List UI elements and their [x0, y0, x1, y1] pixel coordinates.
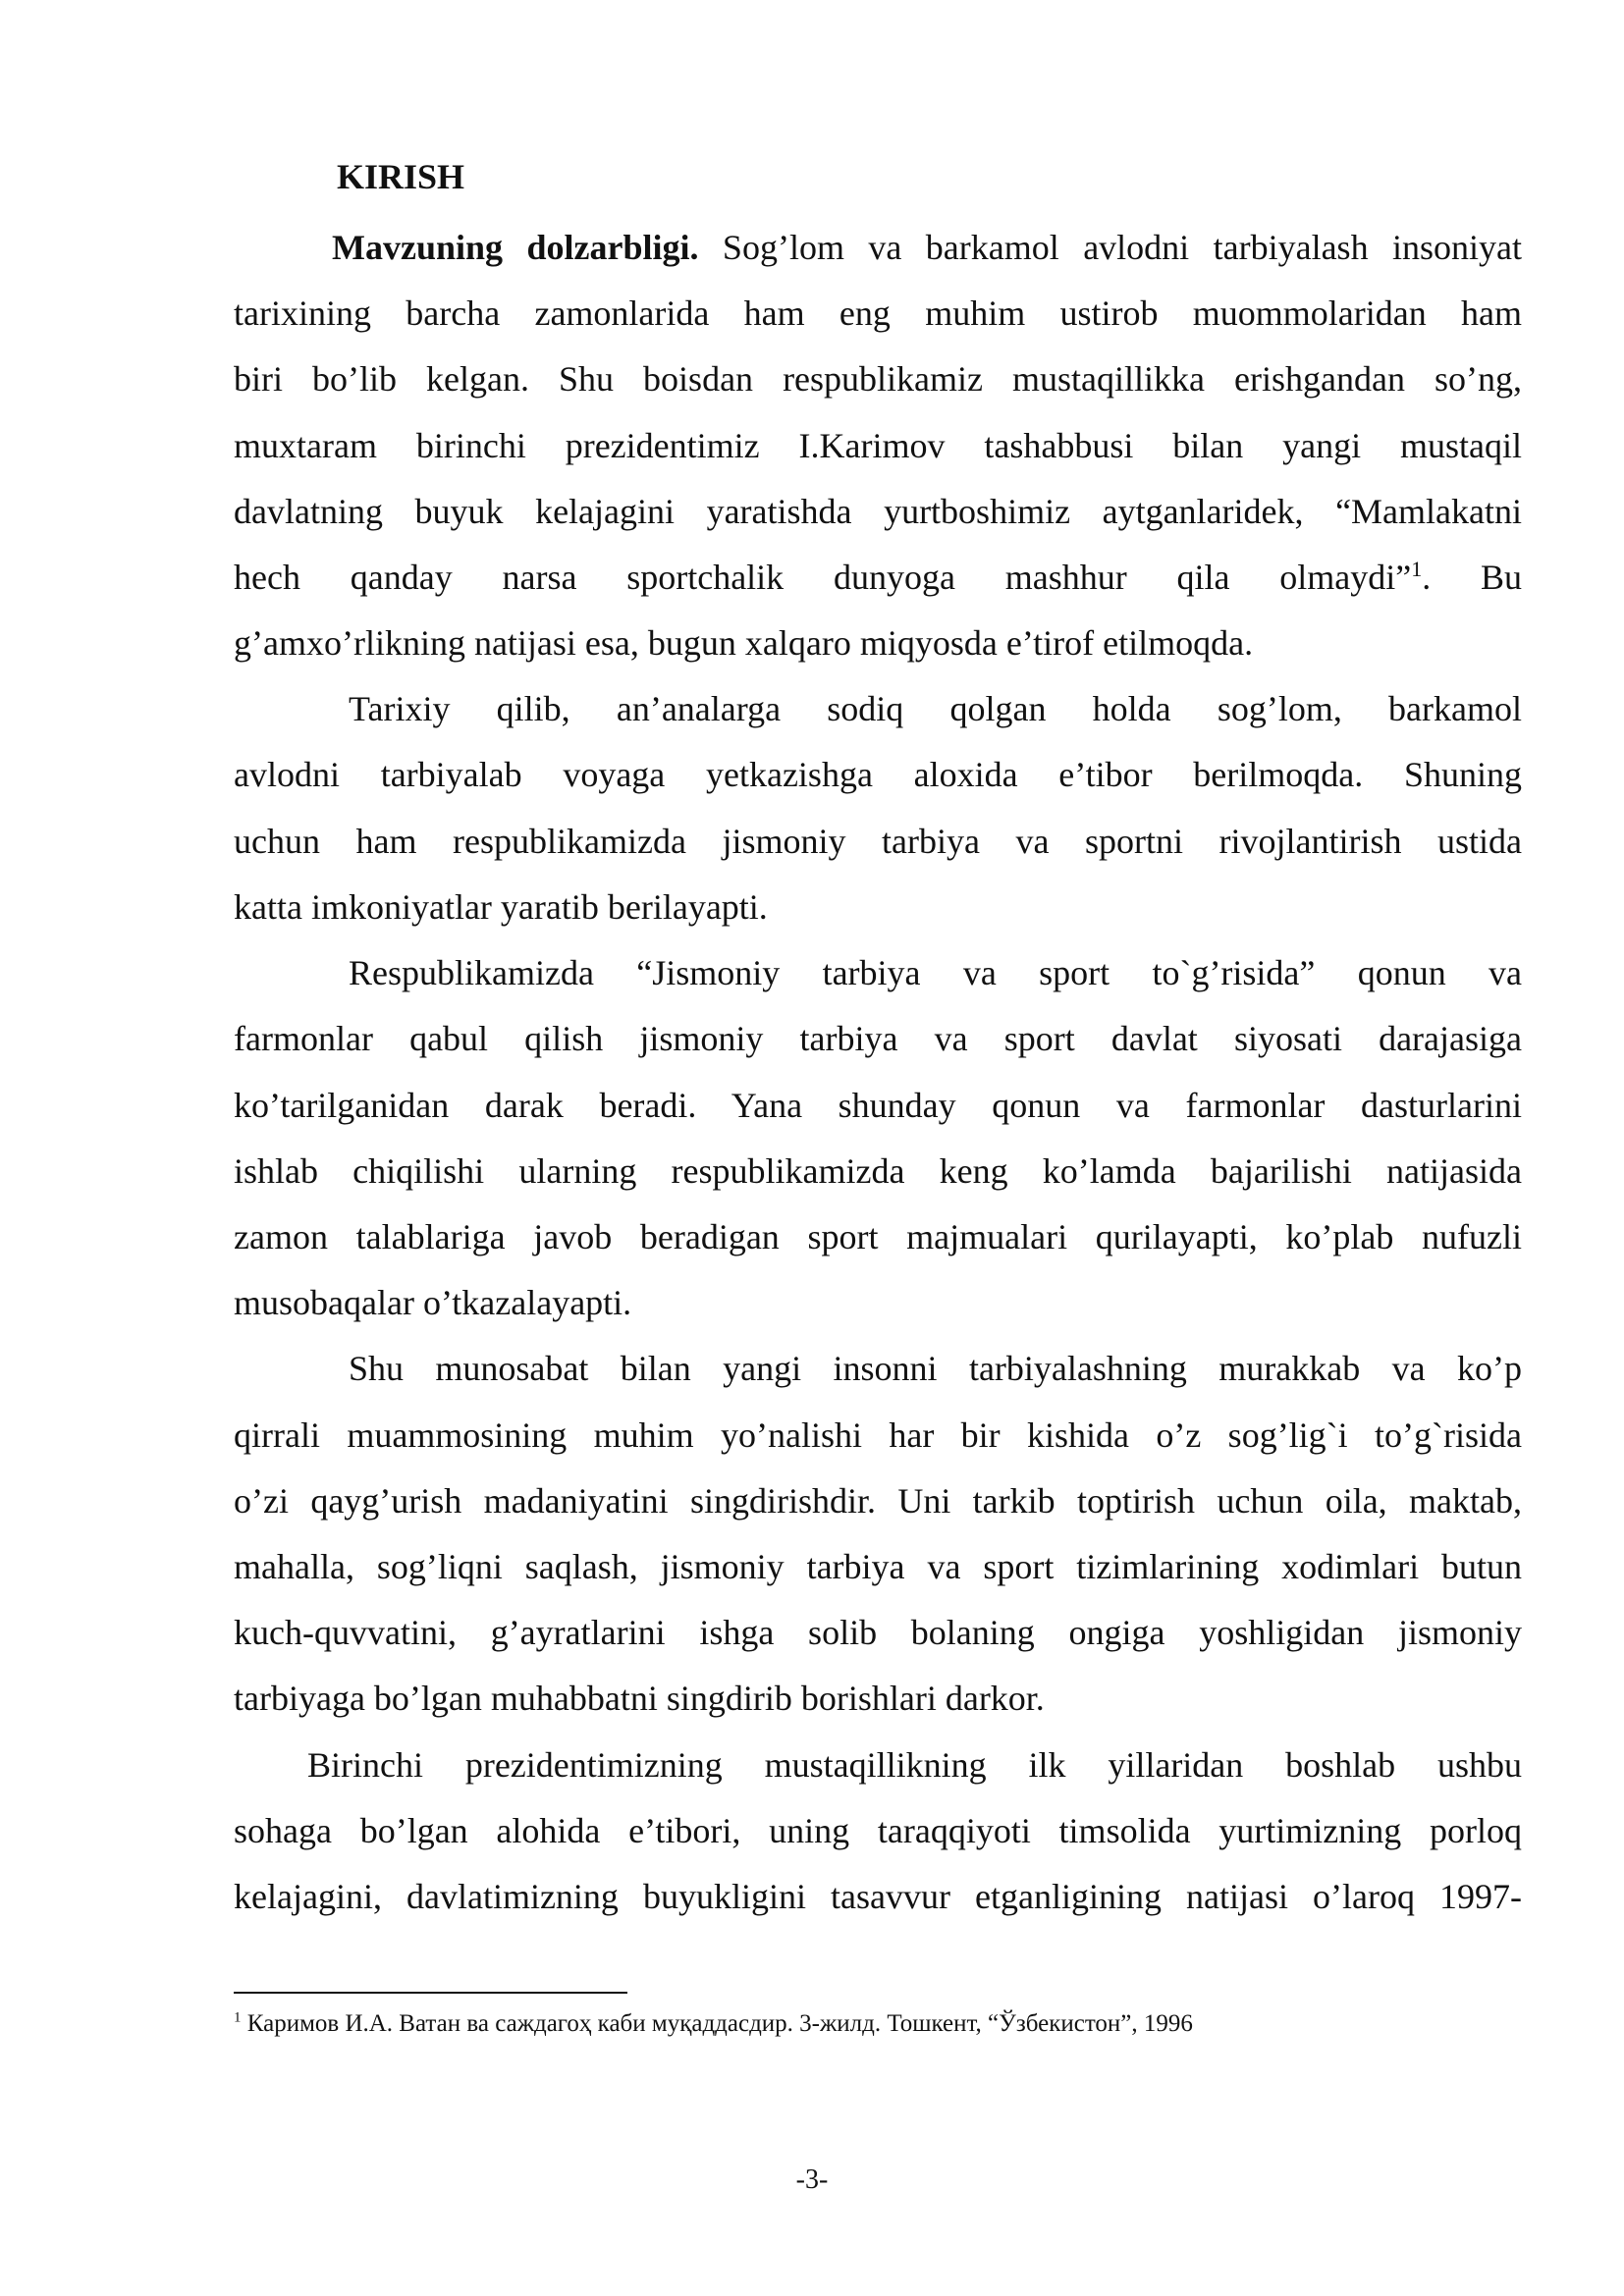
paragraph-4-line-2: qirrali muammosining muhim yo’nalishi har bir kishida o’z sog’lig`i to’g`risida	[234, 1415, 1522, 1455]
paragraph-3-line-6: musobaqalar o’tkazalayapti.	[234, 1283, 632, 1322]
paragraph-4-line-3: o’zi qayg’urish madaniyatini singdirishdir. Uni tarkib toptirish uchun oila, maktab,	[234, 1481, 1522, 1521]
footnote	[234, 2008, 1193, 2040]
paragraph-1-line-1	[332, 226, 1522, 269]
paragraph-1-line-6	[234, 556, 1522, 599]
paragraph-1-line-6-end: . Bu	[1422, 558, 1522, 597]
paragraph-1-line-1-text: Sog’lom va barkamol avlodni tarbiyalash insoniyat	[698, 228, 1523, 267]
paragraph-1-lead: Mavzuning dolzarbligi.	[332, 228, 699, 267]
footnote-text: Каримов И.А. Ватан ва саждагоҳ каби муқаддасдир. 3-жилд. Тошкент, “Ўзбекистон”, 1996	[241, 2010, 1193, 2037]
page-number: -3-	[795, 2164, 829, 2195]
paragraph-4-line-5: kuch-quvvatini, g’ayratlarini ishga solib bolaning ongiga yoshligidan jismoniy	[234, 1613, 1522, 1652]
paragraph-1-line-3: biri bo’lib kelgan. Shu boisdan respublikamiz mustaqillikka erishgandan so’ng,	[234, 359, 1522, 399]
paragraph-5-line-2: sohaga bo’lgan alohida e’tibori, uning taraqqiyoti timsolida yurtimizning porloq	[234, 1811, 1522, 1850]
paragraph-3-line-1: Respublikamizda “Jismoniy tarbiya va sport to`g’risida” qonun va	[349, 953, 1522, 992]
paragraph-5-line-1: Birinchi prezidentimizning mustaqillikning ilk yillaridan boshlab ushbu	[307, 1745, 1522, 1785]
section-heading: KIRISH	[337, 157, 465, 196]
paragraph-1-line-6-text: hech qanday narsa sportchalik dunyoga mashhur qila olmaydi”	[234, 558, 1412, 597]
paragraph-2-line-1: Tarixiy qilib, an’analarga sodiq qolgan holda sog’lom, barkamol	[349, 689, 1522, 728]
paragraph-3-line-3: ko’tarilganidan darak beradi. Yana shunday qonun va farmonlar dasturlarini	[234, 1086, 1522, 1125]
footnote-reference: 1	[1411, 557, 1423, 581]
paragraph-3-line-2: farmonlar qabul qilish jismoniy tarbiya va sport davlat siyosati darajasiga	[234, 1019, 1522, 1058]
paragraph-4-line-4: mahalla, sog’liqni saqlash, jismoniy tarbiya va sport tizimlarining xodimlari butun	[234, 1547, 1522, 1586]
footnote-separator	[234, 1992, 627, 1994]
paragraph-2-line-4: katta imkoniyatlar yaratib berilayapti.	[234, 887, 768, 927]
paragraph-1-line-2: tarixining barcha zamonlarida ham eng muhim ustirob muommolaridan ham	[234, 294, 1522, 333]
paragraph-1-line-4: muxtaram birinchi prezidentimiz I.Karimov tashabbusi bilan yangi mustaqil	[234, 426, 1522, 465]
paragraph-1-line-7: g’amxo’rlikning natijasi esa, bugun xalqaro miqyosda e’tirof etilmoqda.	[234, 623, 1254, 663]
footnote-marker: 1	[234, 2009, 242, 2026]
paragraph-3-line-5: zamon talablariga javob beradigan sport majmualari qurilayapti, ko’plab nufuzli	[234, 1217, 1522, 1256]
paragraph-4-line-6: tarbiyaga bo’lgan muhabbatni singdirib borishlari darkor.	[234, 1679, 1045, 1718]
paragraph-2-line-3: uchun ham respublikamizda jismoniy tarbiya va sportni rivojlantirish ustida	[234, 822, 1522, 861]
paragraph-2-line-2: avlodni tarbiyalab voyaga yetkazishga aloxida e’tibor berilmoqda. Shuning	[234, 755, 1522, 794]
paragraph-3-line-4: ishlab chiqilishi ularning respublikamizda keng ko’lamda bajarilishi natijasida	[234, 1151, 1522, 1191]
paragraph-1-line-5: davlatning buyuk kelajagini yaratishda yurtboshimiz aytganlaridek, “Mamlakatni	[234, 492, 1522, 531]
paragraph-4-line-1: Shu munosabat bilan yangi insonni tarbiyalashning murakkab va ko’p	[349, 1349, 1522, 1388]
paragraph-5-line-3: kelajagini, davlatimizning buyukligini tasavvur etganligining natijasi o’laroq 1997-	[234, 1877, 1522, 1916]
